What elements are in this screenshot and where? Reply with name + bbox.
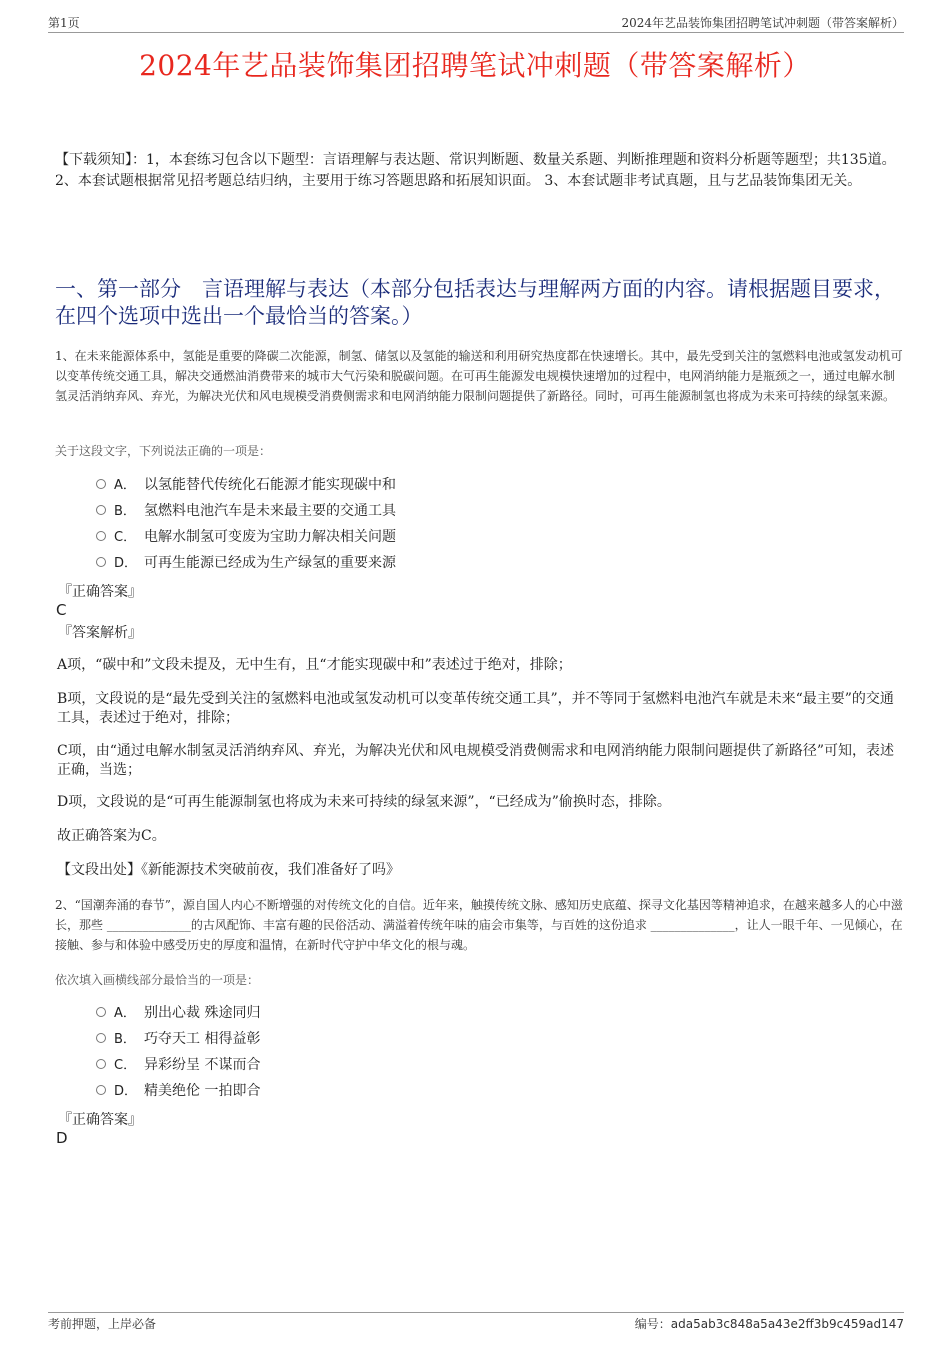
question-2-stem: 依次填入画横线部分最恰当的一项是： [55, 973, 260, 987]
q1-answer: C [56, 601, 67, 619]
page-title: 2024年艺品装饰集团招聘笔试冲刺题（带答案解析） [139, 49, 811, 82]
q2-option-a[interactable]: A． 别出心裁 殊途同归 [96, 1003, 260, 1023]
header-doc-title: 2024年艺品装饰集团招聘笔试冲刺题（带答案解析） [621, 16, 904, 30]
q2-option-d[interactable]: D． 精美绝伦 一拍即合 [96, 1081, 260, 1101]
footer-code: 编号：ada5ab3c848a5a43e2ff3b9c459ad147 [634, 1317, 904, 1331]
page-number: 第1页 [48, 16, 80, 30]
page-footer [48, 1312, 904, 1331]
q2-option-c[interactable]: C． 异彩纷呈 不谋而合 [96, 1055, 260, 1075]
download-notice: 【下载须知】：1，本套练习包含以下题型：言语理解与表达题、常识判断题、数量关系题、判断推理题和资料分析题等题型；共135道。 2、本套试题根据常见招考题总结归纳，主要用于练习答题思路和拓展知识面。 3、本套试题非考试真题，且与艺品装饰集团无关。 [55, 152, 896, 189]
q2-answer: D [56, 1129, 68, 1147]
radio-icon[interactable] [96, 505, 106, 515]
section-heading: 一、第一部分 言语理解与表达（本部分包括表达与理解两方面的内容。请根据题目要求，在四个选项中选出一个最恰当的答案。） [55, 277, 895, 328]
q1-option-d[interactable]: D． 可再生能源已经成为生产绿氢的重要来源 [96, 553, 396, 573]
q1-analysis-c: C项，由“通过电解水制氢灵活消纳弃风、弃光，为解决光伏和风电规模受消费侧需求和电网消纳能力限制问题提供了新路径”可知，表述正确，当选； [57, 743, 895, 778]
question-2-text: 2、“国潮奔涌的春节”，源自国人内心不断增强的对传统文化的自信。近年来，触摸传统文脉、感知历史底蕴、探寻文化基因等精神追求，在越来越多人的心中滋长，那些 ______________的古风配饰、丰富有趣的民俗活动、满溢着传统年味的庙会市集等，与百姓的这份追求 ______________，让人一眼千年、一见倾心，在接触、参与和体验中感受历史的厚度和温情，在新时代守护中华文化的根与魂。 [55, 898, 903, 952]
radio-icon[interactable] [96, 1007, 106, 1017]
q1-option-a[interactable]: A． 以氢能替代传统化石能源才能实现碳中和 [96, 475, 396, 495]
q1-answer-label: 『正确答案』 [58, 584, 142, 600]
q2-option-b[interactable]: B． 巧夺天工 相得益彰 [96, 1029, 260, 1049]
question-1-stem: 关于这段文字，下列说法正确的一项是： [55, 444, 272, 458]
radio-icon[interactable] [96, 1033, 106, 1043]
page-header [48, 14, 904, 33]
radio-icon[interactable] [96, 531, 106, 541]
q1-analysis-d: D项，文段说的是“可再生能源制氢也将成为未来可持续的绿氢来源”，“已经成为”偷换时态，排除。 [57, 794, 671, 810]
q1-analysis-a: A项，“碳中和”文段未提及，无中生有，且“才能实现碳中和”表述过于绝对，排除； [57, 657, 572, 673]
radio-icon[interactable] [96, 1059, 106, 1069]
q1-analysis-label: 『答案解析』 [58, 625, 142, 641]
radio-icon[interactable] [96, 479, 106, 489]
q1-source: 【文段出处】《新能源技术突破前夜，我们准备好了吗》 [57, 862, 400, 878]
q1-option-b[interactable]: B． 氢燃料电池汽车是未来最主要的交通工具 [96, 501, 396, 521]
question-1-text: 1、在未来能源体系中，氢能是重要的降碳二次能源，制氢、储氢以及氢能的输送和利用研究热度都在快速增长。其中，最先受到关注的氢燃料电池或氢发动机可以变革传统交通工具，解决交通燃油消费带来的城市大气污染和脱碳问题。在可再生能源发电规模快速增加的过程中，电网消纳能力是瓶颈之一，通过电解水制氢灵活消纳弃风、弃光，为解决光伏和风电规模受消费侧需求和电网消纳能力限制问题提供了新路径。同时，可再生能源制氢也将成为未来可持续的绿氢来源。 [55, 349, 903, 403]
q2-answer-label: 『正确答案』 [58, 1112, 142, 1128]
footer-slogan: 考前押题，上岸必备 [48, 1317, 157, 1331]
radio-icon[interactable] [96, 1085, 106, 1095]
q1-option-c[interactable]: C． 电解水制氢可变废为宝助力解决相关问题 [96, 527, 396, 547]
q1-analysis-b: B项，文段说的是“最先受到关注的氢燃料电池或氢发动机可以变革传统交通工具”，并不等同于氢燃料电池汽车就是未来“最主要”的交通工具，表述过于绝对，排除； [57, 691, 894, 726]
radio-icon[interactable] [96, 557, 106, 567]
q1-conclusion: 故正确答案为C。 [57, 828, 166, 844]
